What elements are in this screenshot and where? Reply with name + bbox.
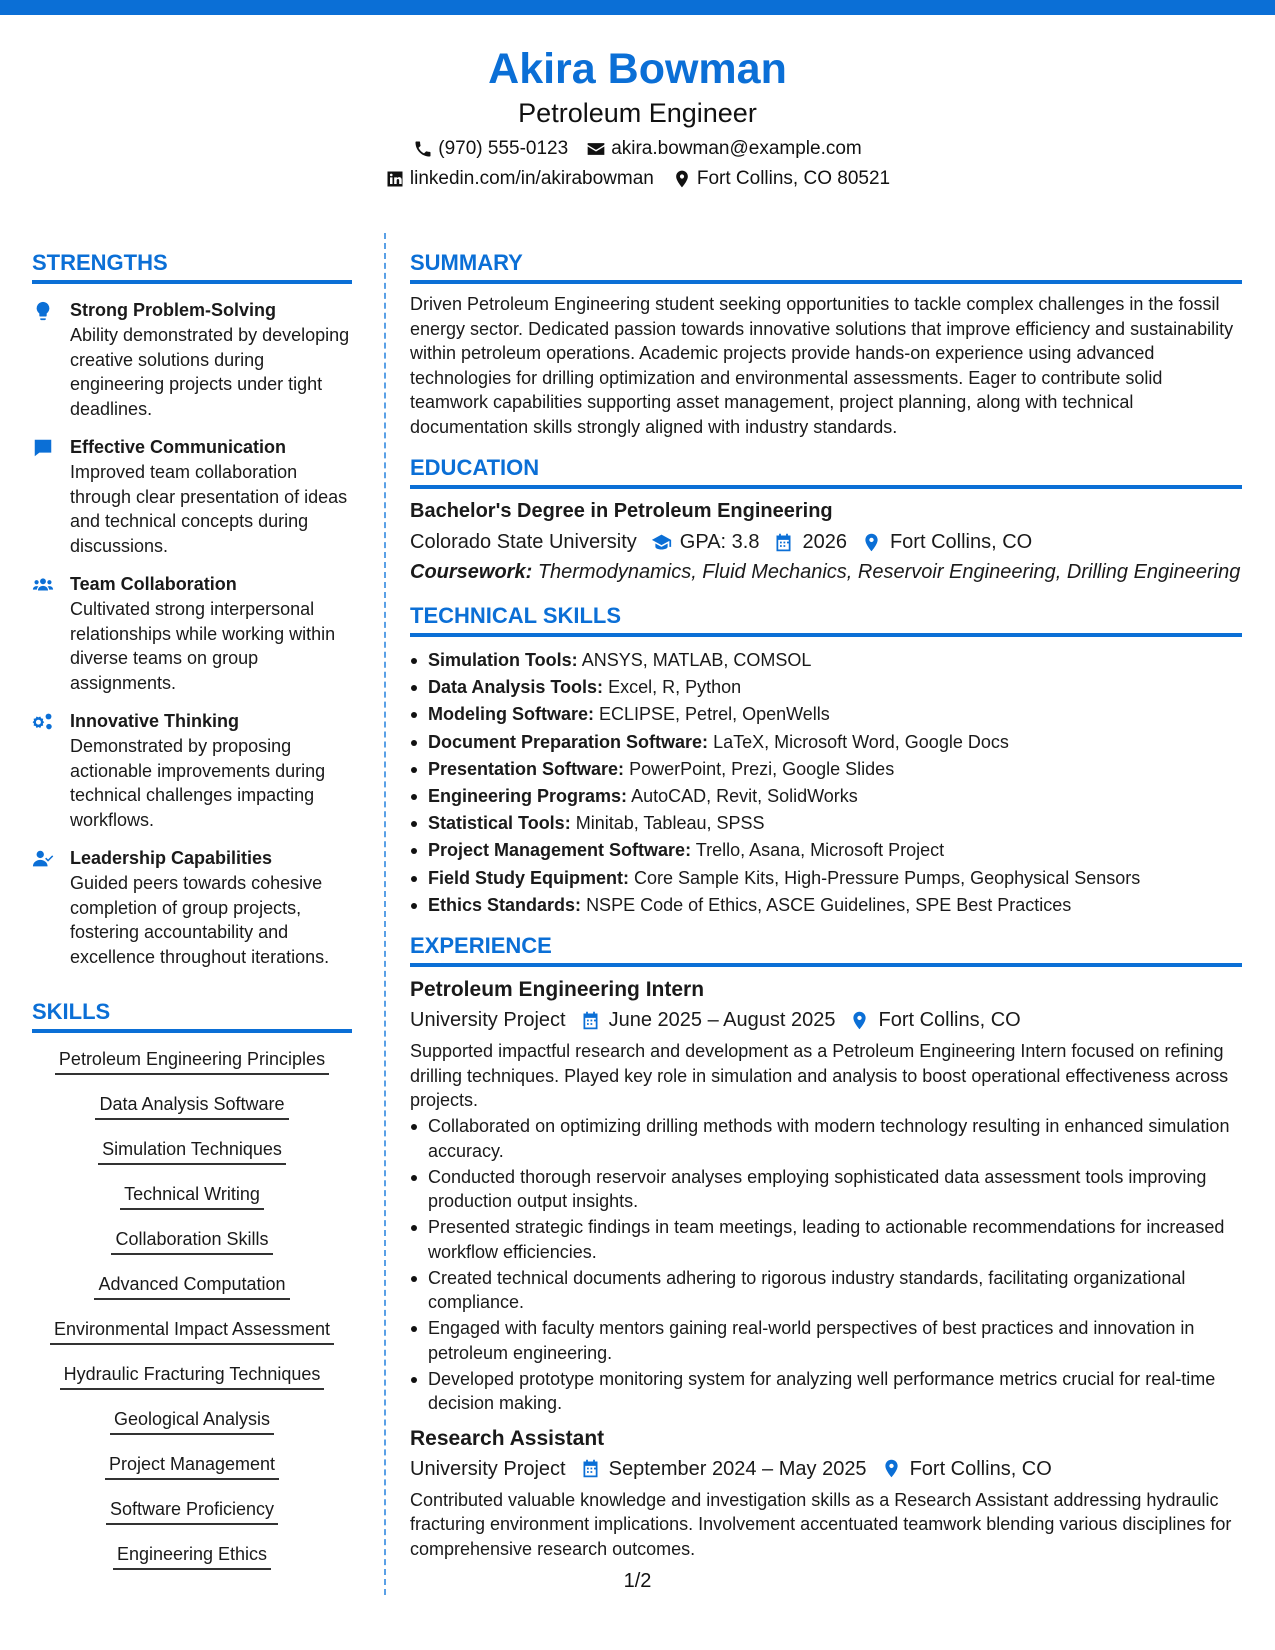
tech-skill-item: Modeling Software: ECLIPSE, Petrel, OpenWells xyxy=(410,701,1242,728)
job-org: University Project xyxy=(410,1457,566,1480)
strength-title: Innovative Thinking xyxy=(70,711,240,731)
candidate-title: Petroleum Engineer xyxy=(518,98,757,128)
skill-tag: Data Analysis Software xyxy=(95,1092,288,1120)
degree-title: Bachelor's Degree in Petroleum Engineering xyxy=(410,500,833,522)
coursework-label: Coursework: xyxy=(410,561,533,583)
tech-skill-item: Simulation Tools: ANSYS, MATLAB, COMSOL xyxy=(410,647,1242,674)
tech-skill-item: Document Preparation Software: LaTeX, Microsoft Word, Google Docs xyxy=(410,729,1242,756)
strength-desc: Cultivated strong interpersonal relationships while working within diverse teams on group assignments. xyxy=(70,599,336,693)
summary-text: Driven Petroleum Engineering student seeking opportunities to tackle complex challenges in the fossil energy sector. Dedicated passion towards innovative solutions that improve efficiency and sustainability within petroleum operations. Academic projects provide hands-on experience using advanced technologies for drilling optimization and environmental assessments. Eager to contribute solid teamwork capabilities supporting asset management, project planning, along with technical documentation skills strongly aligned with industry standards. xyxy=(410,294,1234,437)
graduation-year: 2026 xyxy=(802,531,847,553)
coursework-line xyxy=(410,557,1242,587)
skill-tag: Engineering Ethics xyxy=(113,1542,271,1570)
job-meta xyxy=(410,1454,1242,1484)
job-location: Fort Collins, CO xyxy=(909,1457,1052,1480)
location-contact xyxy=(672,166,890,192)
skill-tag: Petroleum Engineering Principles xyxy=(55,1047,329,1075)
tech-skill-item: Presentation Software: PowerPoint, Prezi, Google Slides xyxy=(410,756,1242,783)
map-pin-icon xyxy=(861,532,882,553)
skill-tag: Software Proficiency xyxy=(106,1497,278,1525)
job-title: Research Assistant xyxy=(410,1426,605,1450)
linkedin-contact[interactable] xyxy=(385,166,654,192)
skill-tag: Environmental Impact Assessment xyxy=(50,1317,334,1345)
skill-tag: Technical Writing xyxy=(120,1182,264,1210)
lightbulb-icon xyxy=(32,300,54,322)
technical-skills-heading: TECHNICAL SKILLS xyxy=(410,601,1242,637)
graduation-cap-icon xyxy=(651,532,672,553)
job-bullet: Presented strategic findings in team meetings, leading to actionable recommendations for increased workflow efficiencies. xyxy=(410,1215,1242,1264)
tech-skill-item: Project Management Software: Trello, Asana, Microsoft Project xyxy=(410,837,1242,864)
tech-skill-item: Engineering Programs: AutoCAD, Revit, SolidWorks xyxy=(410,783,1242,810)
tech-skill-item: Field Study Equipment: Core Sample Kits, High-Pressure Pumps, Geophysical Sensors xyxy=(410,865,1242,892)
skill-tag: Collaboration Skills xyxy=(111,1227,272,1255)
job-dates: September 2024 – May 2025 xyxy=(608,1457,867,1480)
envelope-icon xyxy=(586,139,606,159)
users-icon xyxy=(32,574,54,596)
education-heading: EDUCATION xyxy=(410,453,1242,489)
job-description: Supported impactful research and development as a Petroleum Engineering Intern focused on refining drilling techniques. Played key role in simulation and analysis to boost operational effectiveness across projects. xyxy=(410,1041,1229,1111)
skills-heading: SKILLS xyxy=(32,997,352,1033)
left-column xyxy=(32,248,352,1587)
comment-icon xyxy=(32,437,54,459)
email-text: akira.bowman@example.com xyxy=(611,138,862,159)
page-number: 1/2 xyxy=(623,1570,652,1592)
map-pin-icon xyxy=(672,169,692,189)
strength-title: Team Collaboration xyxy=(70,574,237,594)
job-bullet: Collaborated on optimizing drilling methods with modern technology resulting in enhanced simulation accuracy. xyxy=(410,1114,1242,1163)
map-pin-icon xyxy=(881,1458,902,1479)
tech-skill-item: Data Analysis Tools: Excel, R, Python xyxy=(410,674,1242,701)
job-entry xyxy=(410,1424,1242,1562)
map-pin-icon xyxy=(849,1010,870,1031)
skill-tag: Simulation Techniques xyxy=(98,1137,286,1165)
calendar-icon xyxy=(580,1010,601,1031)
strength-item xyxy=(32,435,352,558)
user-check-icon xyxy=(32,848,54,870)
linkedin-text: linkedin.com/in/akirabowman xyxy=(409,168,654,189)
job-bullets xyxy=(410,1114,1242,1416)
strength-desc: Improved team collaboration through clear presentation of ideas and technical concepts during discussions. xyxy=(70,462,348,556)
job-dates: June 2025 – August 2025 xyxy=(608,1009,836,1032)
summary-heading: SUMMARY xyxy=(410,248,1242,284)
strength-item xyxy=(32,846,352,969)
school-name: Colorado State University xyxy=(410,531,637,553)
education-location: Fort Collins, CO xyxy=(889,531,1033,553)
job-description: Contributed valuable knowledge and investigation skills as a Research Assistant addressing hydraulic fracturing environment implications. Involvement accentuated teamwork blending various disciplines for comprehensive research outcomes. xyxy=(410,1489,1232,1559)
top-accent-bar xyxy=(0,0,1275,15)
candidate-name: Akira Bowman xyxy=(488,45,787,93)
job-bullet: Created technical documents adhering to rigorous industry standards, facilitating organizational compliance. xyxy=(410,1266,1242,1315)
strength-desc: Guided peers towards cohesive completion of group projects, fostering accountability and excellence throughout iterations. xyxy=(70,873,330,967)
strength-item xyxy=(32,572,352,695)
phone-contact[interactable] xyxy=(413,136,568,162)
strength-desc: Demonstrated by proposing actionable improvements during technical challenges impacting workflows. xyxy=(70,736,326,830)
job-entry xyxy=(410,975,1242,1416)
skills-list xyxy=(32,1047,352,1587)
skill-tag: Project Management xyxy=(105,1452,279,1480)
gears-icon xyxy=(32,711,54,733)
linkedin-icon xyxy=(385,169,405,189)
calendar-icon xyxy=(580,1458,601,1479)
skill-tag: Advanced Computation xyxy=(94,1272,289,1300)
job-meta xyxy=(410,1005,1242,1035)
location-text: Fort Collins, CO 80521 xyxy=(696,168,891,189)
gpa-text: GPA: 3.8 xyxy=(679,531,760,553)
experience-heading: EXPERIENCE xyxy=(410,931,1242,967)
job-org: University Project xyxy=(410,1009,566,1032)
skill-tag: Geological Analysis xyxy=(110,1407,274,1435)
calendar-icon xyxy=(773,532,794,553)
strength-title: Leadership Capabilities xyxy=(70,848,273,868)
column-divider xyxy=(384,233,386,1595)
job-title: Petroleum Engineering Intern xyxy=(410,978,705,1002)
education-meta xyxy=(410,527,1242,557)
tech-skill-item: Ethics Standards: NSPE Code of Ethics, ASCE Guidelines, SPE Best Practices xyxy=(410,892,1242,919)
coursework-text: Thermodynamics, Fluid Mechanics, Reservoir Engineering, Drilling Engineering xyxy=(537,561,1241,583)
strength-item xyxy=(32,709,352,832)
contact-line-2 xyxy=(0,166,1275,192)
email-contact[interactable] xyxy=(586,136,862,162)
resume-header xyxy=(0,40,1275,192)
strength-title: Strong Problem-Solving xyxy=(70,300,277,320)
contact-line-1 xyxy=(0,136,1275,162)
strengths-heading: STRENGTHS xyxy=(32,248,352,284)
strength-item xyxy=(32,298,352,421)
phone-text: (970) 555-0123 xyxy=(438,138,569,159)
right-column xyxy=(410,248,1242,1561)
tech-skill-item: Statistical Tools: Minitab, Tableau, SPSS xyxy=(410,810,1242,837)
phone-icon xyxy=(413,139,433,159)
job-bullet: Conducted thorough reservoir analyses employing sophisticated data assessment tools improving production output insights. xyxy=(410,1165,1242,1214)
job-location: Fort Collins, CO xyxy=(878,1009,1021,1032)
technical-skills-list xyxy=(410,647,1242,919)
job-bullet: Engaged with faculty mentors gaining real-world perspectives of best practices and innovation in petroleum engineering. xyxy=(410,1316,1242,1365)
job-bullet: Developed prototype monitoring system for analyzing well performance metrics crucial for real-time decision making. xyxy=(410,1367,1242,1416)
skill-tag: Hydraulic Fracturing Techniques xyxy=(60,1362,325,1390)
strength-desc: Ability demonstrated by developing creative solutions during engineering projects under tight deadlines. xyxy=(70,325,350,419)
strength-title: Effective Communication xyxy=(70,437,287,457)
